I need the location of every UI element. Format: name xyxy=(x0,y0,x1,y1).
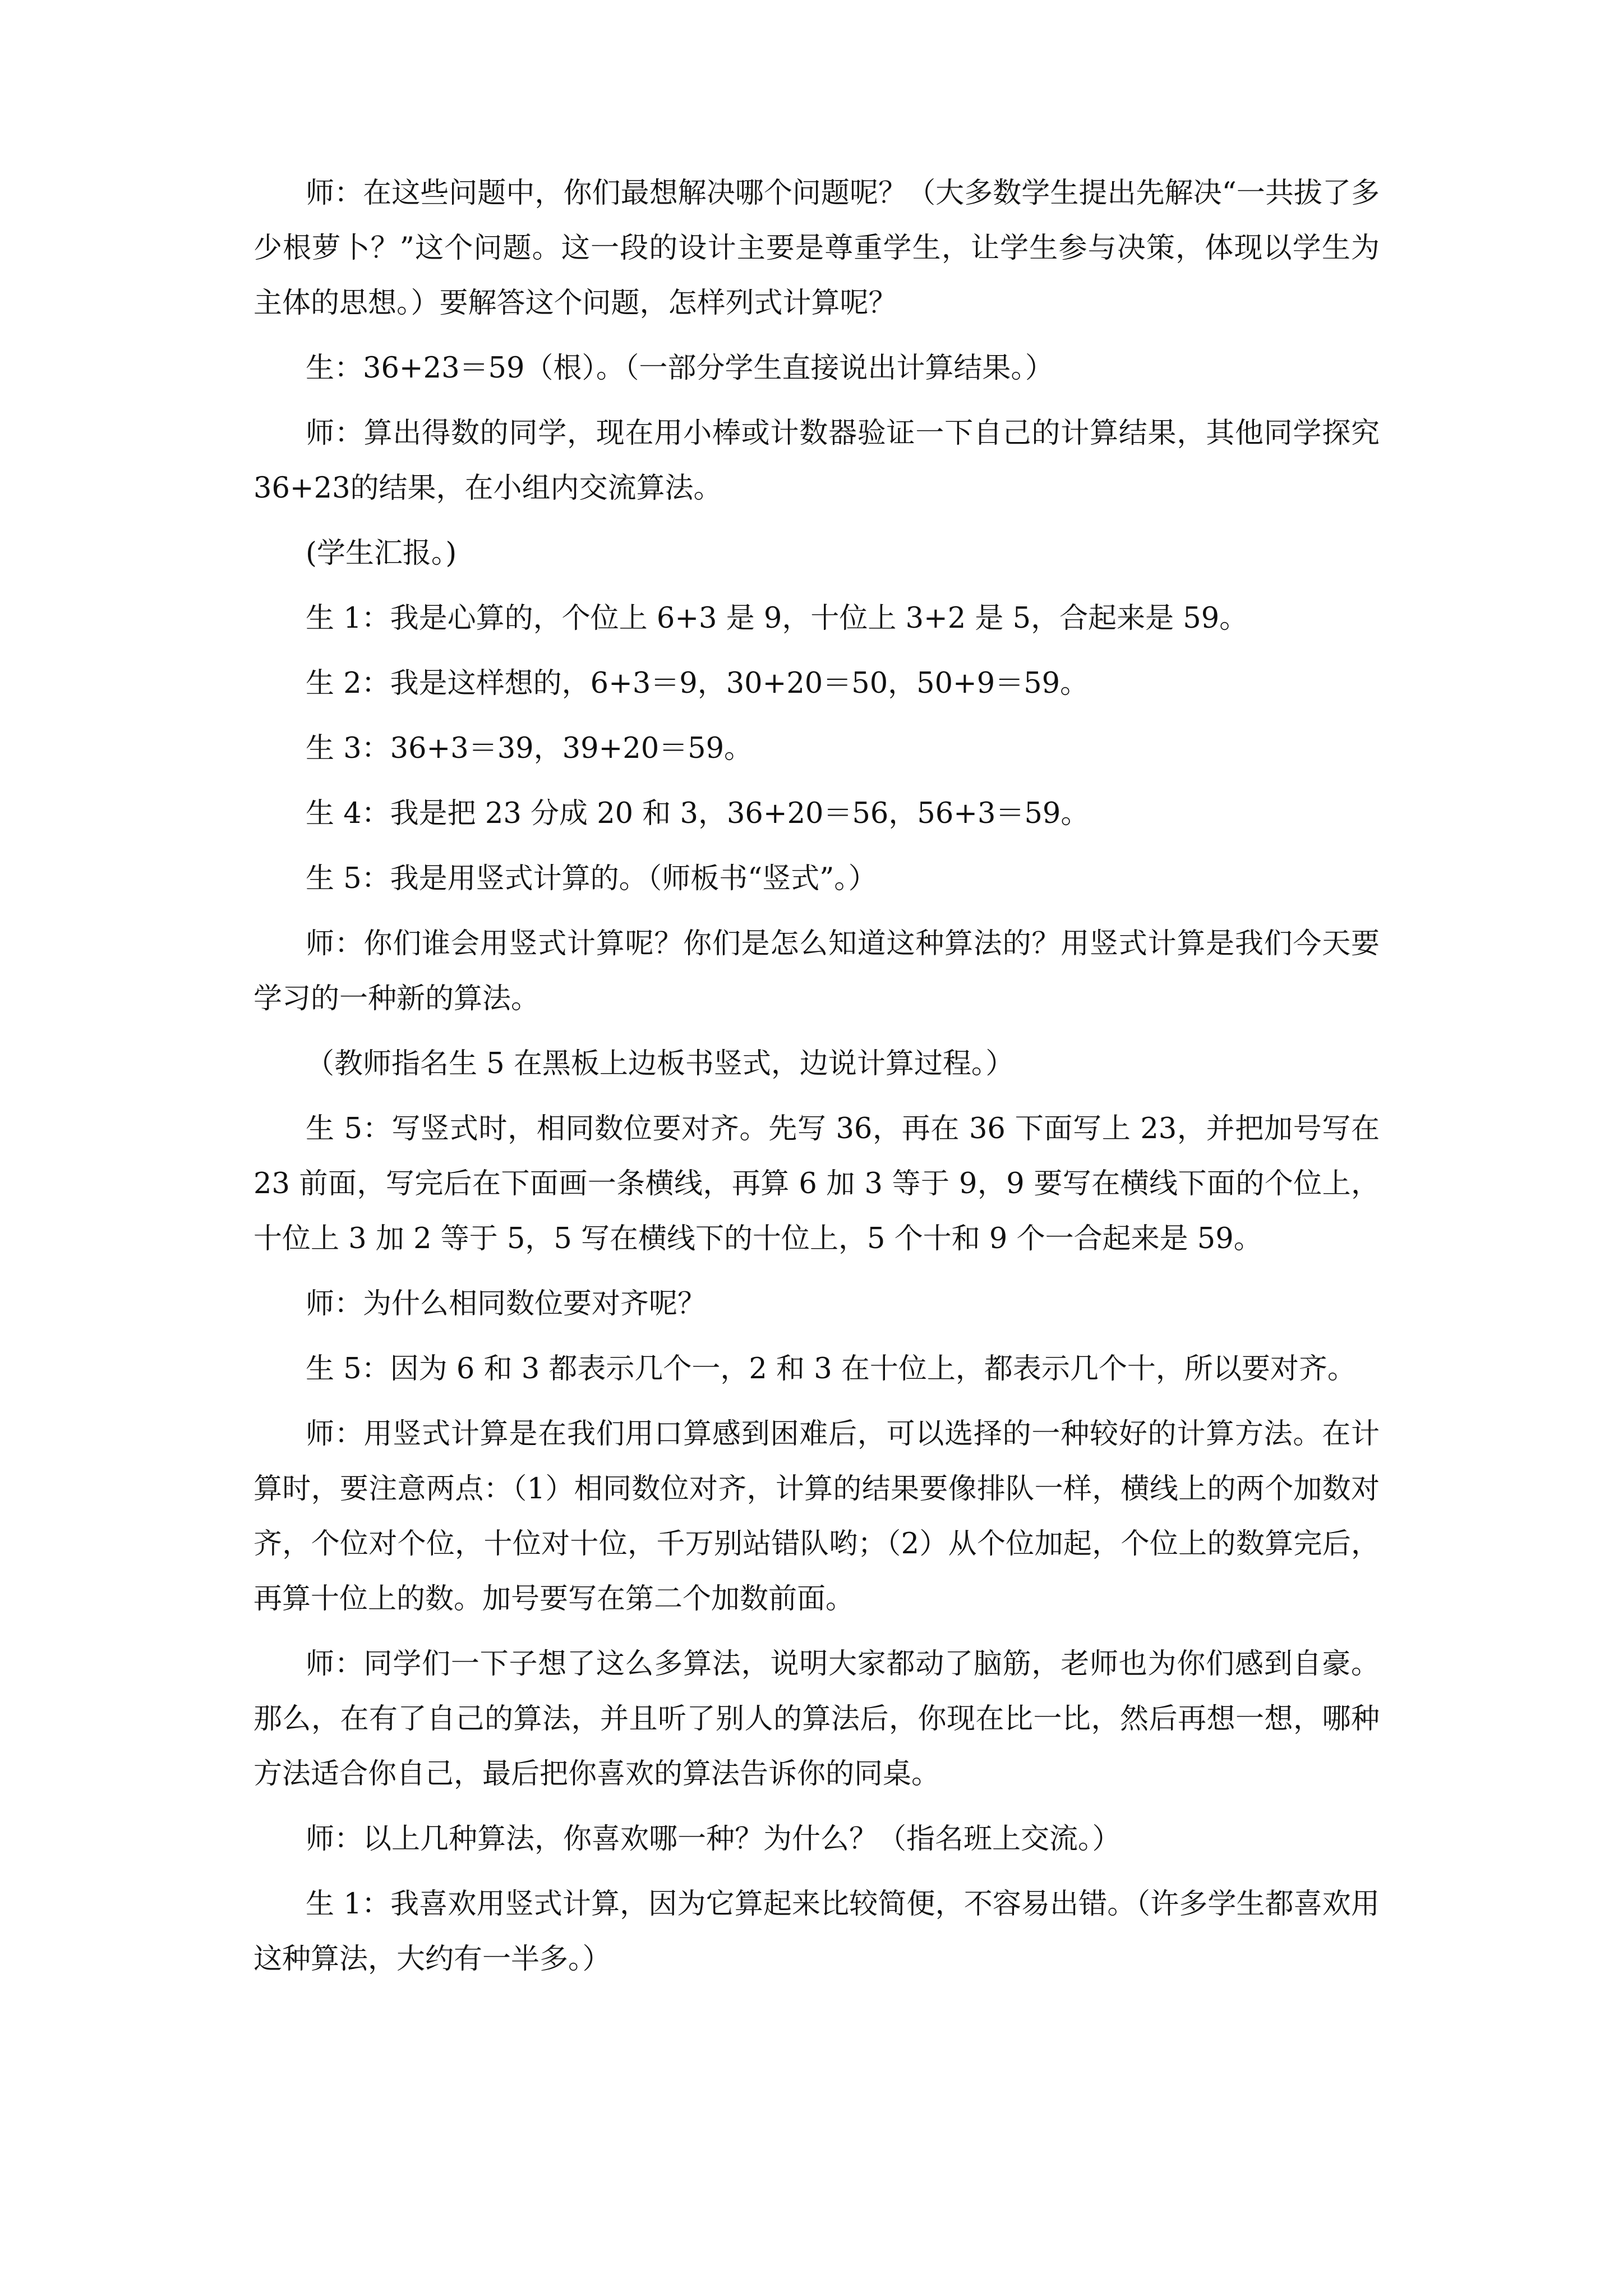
paragraph-student-report: (学生汇报。) xyxy=(306,537,457,570)
paragraph-student-1: 生 1：我是心算的，个位上 6+3 是 9，十位上 3+2 是 5，合起来是 59。 xyxy=(306,602,1248,635)
paragraph-student-3: 生 3：36+3＝39，39+20＝59。 xyxy=(306,732,753,765)
paragraph-student-5: 生 5：我是用竖式计算的。（师板书“竖式”。） xyxy=(306,862,877,895)
document-body xyxy=(253,166,1380,1995)
paragraph-student-1-like: 生 1：我喜欢用竖式计算，因为它算起来比较简便，不容易出错。（许多学生都喜欢用这种算法，大约有一半多。） xyxy=(253,1888,1380,1976)
paragraph-teacher-method: 师：用竖式计算是在我们用口算感到困难后，可以选择的一种较好的计算方法。在计算时，要注意两点：（1）相同数位对齐，计算的结果要像排队一样，横线上的两个加数对齐，个位对个位，十位对十位，千万别站错队哟；（2）从个位加起，个位上的数算完后，再算十位上的数。加号要写在第二个加数前面。 xyxy=(253,1418,1380,1616)
paragraph-student-5-because: 生 5：因为 6 和 3 都表示几个一，2 和 3 在十位上，都表示几个十，所以要对齐。 xyxy=(306,1352,1356,1386)
paragraph-teacher-instruction: （教师指名生 5 在黑板上边板书竖式，边说计算过程。） xyxy=(306,1047,1015,1080)
paragraph-student-4: 生 4：我是把 23 分成 20 和 3，36+20＝56，56+3＝59。 xyxy=(306,797,1090,830)
paragraph-teacher-praise: 师：同学们一下子想了这么多算法，说明大家都动了脑筋，老师也为你们感到自豪。那么，在有了自己的算法，并且听了别人的算法后，你现在比一比，然后再想一想，哪种方法适合你自己，最后把你喜欢的算法告诉你的同桌。 xyxy=(253,1648,1380,1791)
paragraph-student-5-explain: 生 5：写竖式时，相同数位要对齐。先写 36，再在 36 下面写上 23，并把加号写在 23 前面，写完后在下面画一条横线，再算 6 加 3 等于 9，9 要写在横线下面的个位上，十位上 3 加 2 等于 5，5 写在横线下的十位上，5 个十和 9 个一合起来是 59。 xyxy=(253,1112,1380,1255)
paragraph-student-answer: 生：36+23＝59（根）。（一部分学生直接说出计算结果。） xyxy=(306,352,1054,385)
paragraph-teacher-verify: 师：算出得数的同学，现在用小棒或计数器验证一下自己的计算结果，其他同学探究36+23的结果，在小组内交流算法。 xyxy=(253,417,1380,505)
paragraph-teacher-ask: 师：以上几种算法，你喜欢哪一种？为什么？（指名班上交流。） xyxy=(306,1823,1121,1856)
paragraph-teacher-why: 师：为什么相同数位要对齐呢？ xyxy=(306,1287,707,1320)
paragraph-teacher-vertical: 师：你们谁会用竖式计算呢？你们是怎么知道这种算法的？用竖式计算是我们今天要学习的一种新的算法。 xyxy=(253,927,1380,1015)
paragraph-student-2: 生 2：我是这样想的，6+3＝9，30+20＝50，50+9＝59。 xyxy=(306,667,1089,700)
paragraph-teacher-question: 师：在这些问题中，你们最想解决哪个问题呢？（大多数学生提出先解决“一共拔了多少根萝卜？”这个问题。这一段的设计主要是尊重学生，让学生参与决策，体现以学生为主体的思想。）要解答这个问题，怎样列式计算呢？ xyxy=(253,177,1380,320)
